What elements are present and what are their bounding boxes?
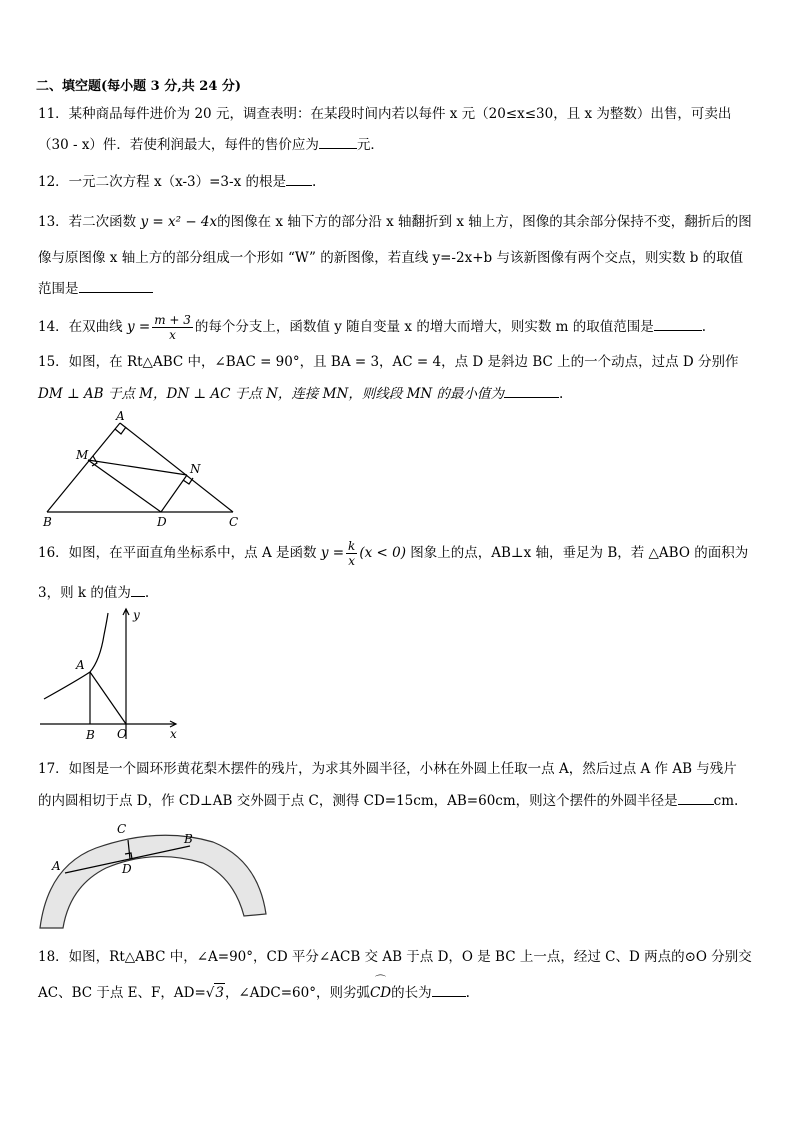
q14-text-b: 的每个分支上，函数值 y 随自变量 x 的增大而增大，则实数 m 的取值范围是	[194, 319, 654, 335]
right-angle-a	[115, 427, 126, 434]
sqrt-icon: √	[205, 985, 215, 1001]
q13-text-a: 13．若二次函数	[38, 214, 141, 230]
q11-text: （30 - x）件．若使利润最大，每件的售价应为	[38, 137, 319, 153]
q17-line1: 17．如图是一个圆环形黄花梨木摆件的残片，为求其外圆半径，小林在外圆上任取一点 A，然后过点 A 作 AB 与残片	[38, 761, 737, 777]
q17-answer-blank[interactable]	[678, 792, 714, 805]
q16-end: .	[144, 585, 150, 601]
q14-frac-den: x	[169, 328, 176, 342]
label-a: A	[52, 859, 61, 873]
label-d: D	[157, 515, 167, 529]
q12-line	[38, 173, 316, 191]
ring-fragment	[40, 835, 266, 928]
segment-ab	[47, 423, 120, 512]
q15-answer-blank[interactable]	[504, 385, 559, 398]
q15-end: .	[559, 386, 564, 402]
label-c: C	[117, 822, 127, 836]
q16-fraction	[346, 539, 357, 568]
q11-end: 元．	[356, 137, 384, 153]
q18-arc	[369, 974, 392, 1002]
label-o: O	[117, 727, 127, 741]
label-x: x	[170, 727, 177, 741]
label-b: B	[184, 832, 193, 846]
label-a: A	[116, 409, 125, 423]
arc-icon: ⌒	[375, 974, 387, 987]
q18-text-a: AC、BC 于点 E、F，AD=	[38, 985, 206, 1001]
q14-answer-blank[interactable]	[654, 318, 702, 331]
q15-line1: 15．如图，在 Rt△ABC 中，∠BAC = 90°，且 BA = 3，AC = 4，点 D 是斜边 BC 上的一个动点，过点 D 分别作	[38, 354, 739, 370]
label-d: D	[122, 862, 132, 876]
q12-end: .	[311, 174, 317, 190]
section-title: 二、填空题(每小题 3 分,共 24 分)	[36, 79, 242, 94]
q18-line2	[38, 974, 470, 1002]
q17-text: 的内圆相切于点 D，作 CD⊥AB 交外圆于点 C，测得 CD=15cm，AB=60cm，则这个摆件的外圆半径是	[38, 793, 678, 809]
q16-text-b: 图象上的点，AB⊥x 轴，垂足为 B，若 △ABO 的面积为	[405, 545, 749, 561]
q13-line3	[38, 280, 153, 298]
q14-y: y =	[126, 319, 151, 335]
q11-answer-blank[interactable]	[319, 136, 357, 149]
q13-formula: y = x² − 4x	[140, 214, 218, 230]
q18-line1: 18．如图，Rt△ABC 中，∠A=90°，CD 平分∠ACB 交 AB 于点 D，O 是 BC 上一点，经过 C、D 两点的⊙O 分别交	[38, 949, 752, 965]
q14-fraction	[152, 313, 193, 342]
q15-line2	[38, 385, 563, 403]
q16-frac-den: x	[348, 554, 356, 568]
q13-text-b: 的图像在 x 轴下方的部分沿 x 轴翻折到 x 轴上方，图像的其余部分保持不变，翻折后的图	[217, 214, 752, 230]
q18-text-b: ，∠ADC=60°，则劣弧	[224, 985, 370, 1001]
label-y: y	[133, 608, 140, 622]
label-m: M	[76, 448, 89, 462]
q13-text-c: 范围是	[38, 281, 79, 297]
q11-line2	[38, 136, 384, 154]
label-b: B	[86, 728, 95, 742]
q14-frac-num: m + 3	[154, 313, 191, 327]
q16-text-a: 16．如图，在平面直角坐标系中，点 A 是函数	[38, 545, 321, 561]
label-a: A	[76, 658, 85, 672]
q16-frac-num: k	[348, 539, 356, 553]
label-b: B	[43, 515, 52, 529]
segment-ao	[90, 672, 126, 724]
q14-end: .	[701, 319, 707, 335]
q15-text: DM ⊥ AB 于点 M，DN ⊥ AC 于点 N，连接 MN，则线段 MN 的最小值为	[38, 386, 505, 402]
q18-arc-label: CD	[369, 985, 392, 1001]
q13-answer-blank[interactable]	[79, 280, 153, 293]
q18-text-c: 的长为	[391, 985, 432, 1001]
q16-answer-blank[interactable]	[131, 584, 145, 597]
segment-dm	[88, 460, 161, 512]
figure-15-triangle	[36, 408, 256, 533]
q16-text-c: 3，则 k 的值为	[38, 585, 131, 601]
q16-cond: (x < 0)	[359, 545, 406, 561]
q18-sqrt-value: 3	[215, 985, 224, 1001]
q18-answer-blank[interactable]	[432, 984, 466, 997]
q17-line2	[38, 792, 738, 810]
figure-16-coordinate	[38, 605, 188, 745]
figure-17-ring-fragment	[38, 818, 268, 933]
q14-text-a: 14．在双曲线	[38, 319, 127, 335]
label-c: C	[229, 515, 239, 529]
q14-line	[38, 312, 706, 342]
q12-text: 12．一元二次方程 x（x-3）=3-x 的根是	[38, 174, 286, 190]
q12-answer-blank[interactable]	[286, 173, 312, 186]
label-n: N	[190, 462, 201, 476]
q16-y: y =	[320, 545, 345, 561]
segment-mn	[88, 460, 187, 475]
q16-line1	[38, 538, 748, 568]
q18-end: .	[465, 985, 470, 1001]
q16-line2	[38, 584, 149, 602]
q13-line1	[38, 213, 752, 231]
q13-line2: 像与原图像 x 轴上方的部分组成一个形如 “W” 的新图像，若直线 y=-2x+b 与该新图像有两个交点，则实数 b 的取值	[38, 250, 744, 266]
q17-end: cm.	[713, 793, 739, 809]
hyperbola-branch	[44, 613, 108, 699]
q11-line1: 11．某种商品每件进价为 20 元，调查表明：在某段时间内若以每件 x 元（20≤x≤30，且 x 为整数）出售，可卖出	[38, 106, 732, 122]
